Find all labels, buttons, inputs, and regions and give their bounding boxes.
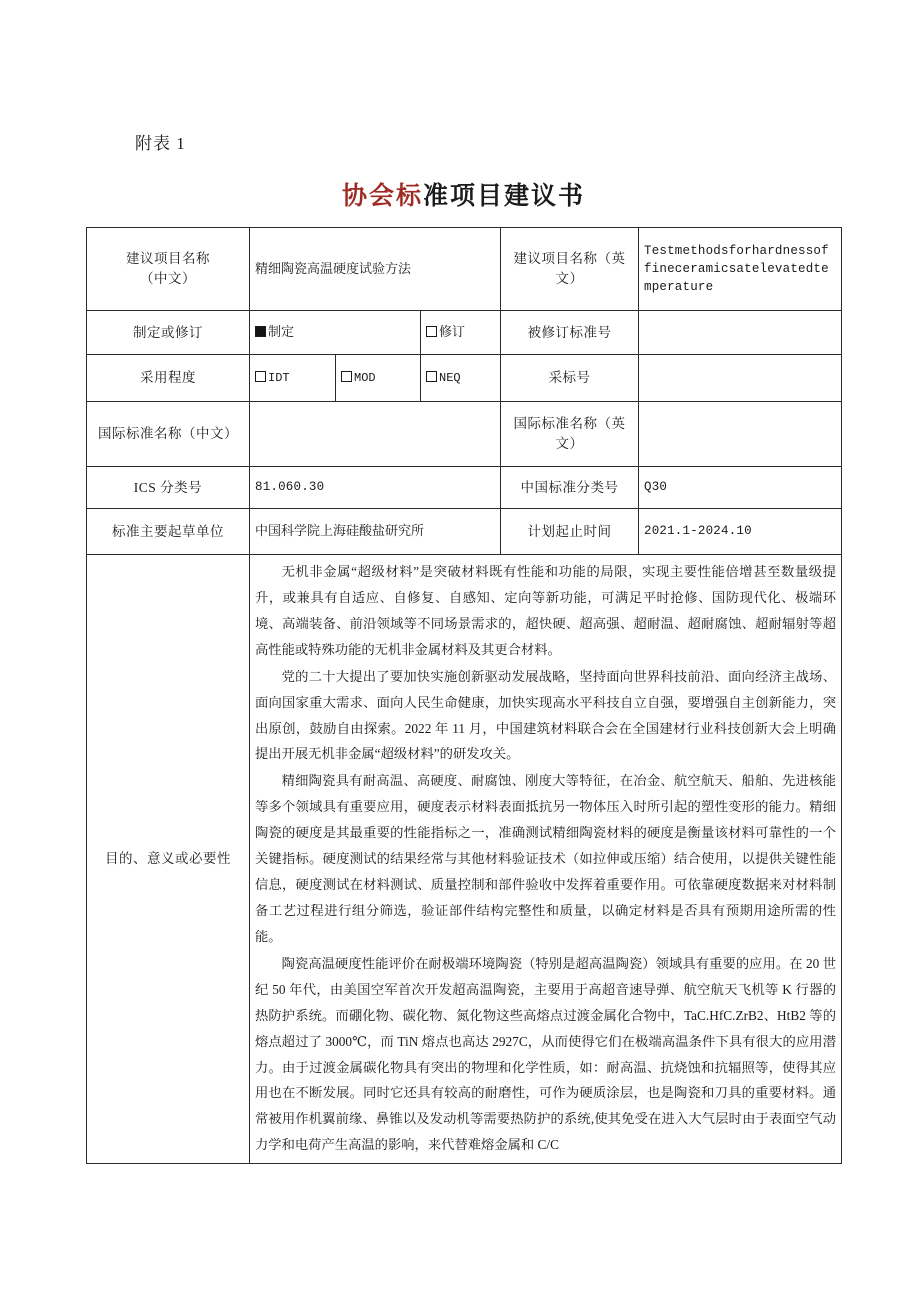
checkbox-formulate-label: 制定 — [268, 324, 295, 340]
page-title-black-part: 准项目建议书 — [423, 183, 586, 210]
checkbox-neq-box[interactable] — [426, 371, 437, 382]
checkbox-revise-box[interactable] — [426, 326, 437, 337]
table-row-drafting-org — [87, 509, 842, 555]
checkbox-idt-box[interactable] — [255, 371, 266, 382]
table-row-classification — [87, 467, 842, 509]
checkbox-revise-label: 修订 — [439, 324, 466, 340]
page-title — [86, 176, 841, 212]
value-drafting-org[interactable]: 中国科学院上海硅酸盐研究所 — [250, 509, 501, 555]
checkbox-revise[interactable] — [421, 311, 501, 355]
value-purpose[interactable] — [250, 555, 842, 1164]
label-purpose: 目的、意义或必要性 — [87, 555, 250, 1164]
label-formulate-or-revise: 制定或修订 — [87, 311, 250, 355]
label-intl-standard-name-cn: 国际标准名称（中文） — [87, 402, 250, 467]
label-drafting-org: 标准主要起草单位 — [87, 509, 250, 555]
label-adopted-standard-no: 采标号 — [501, 355, 639, 402]
value-ccs-code[interactable]: Q30 — [639, 467, 842, 509]
label-project-name-cn — [87, 228, 250, 311]
label-project-name-cn-line2: （中文） — [140, 271, 196, 286]
value-project-name-en[interactable]: Testmethodsforhardnessoffineceramicsatelevatedtemperature — [639, 228, 842, 311]
checkbox-neq[interactable] — [421, 355, 501, 402]
value-project-name-cn[interactable]: 精细陶瓷高温硬度试验方法 — [250, 228, 501, 311]
attachment-label: 附表 1 — [135, 134, 186, 153]
checkbox-idt-label: IDT — [268, 371, 290, 386]
label-schedule: 计划起止时间 — [501, 509, 639, 555]
checkbox-formulate-box[interactable] — [255, 326, 266, 337]
value-revised-standard-no[interactable] — [639, 311, 842, 355]
page-title-red-part: 协会标 — [341, 183, 423, 210]
table-row-intl-standard-name — [87, 402, 842, 467]
checkbox-mod-label: MOD — [354, 371, 376, 386]
label-adoption-degree: 采用程度 — [87, 355, 250, 402]
label-project-name-en: 建议项目名称（英文） — [501, 228, 639, 311]
table-row-adoption-degree — [87, 355, 842, 402]
table-row-purpose — [87, 555, 842, 1164]
value-intl-standard-name-en[interactable] — [639, 402, 842, 467]
purpose-paragraph: 党的二十大提出了要加快实施创新驱动发展战略，坚持面向世界科技前沿、面向经济主战场、面向国家重大需求、面向人民生命健康，加快实现高水平科技自立自强，要增强自主创新能力，突出原创，鼓励自由探索。2022 年 11 月，中国建筑材料联合会在全国建材行业科技创新大会上明确提出开展无机非金属“超级材料”的研发攻关。 — [255, 668, 836, 762]
table-row-project-name — [87, 228, 842, 311]
purpose-paragraph: 无机非金属“超级材料”是突破材料既有性能和功能的局限，实现主要性能倍增甚至数量级提升，或兼具有自适应、自修复、自感知、定向等新功能，可满足平时抢修、国防现代化、极端环境、高端装备、前沿领域等不同场景需求的，超快硬、超高强、超耐温、超耐腐蚀、超耐辐射等超高性能或特殊功能的无机非金属材料及其更合材料。 — [255, 564, 836, 657]
purpose-paragraph: 精细陶瓷具有耐高温、高硬度、耐腐蚀、刚度大等特征，在冶金、航空航天、船舶、先进核能等多个领域具有重要应用，硬度表示材料表面抵抗另一物体压入时所引起的塑性变形的能力。精细陶瓷的硬度是其最重要的性能指标之一，准确测试精细陶瓷材料的硬度是衡量该材料可靠性的一个关键指标。硬度测试的结果经常与其他材料验证技术（如拉伸或压缩）结合使用，以提供关键性能信息，硬度测试在材料测试、质量控制和部件验收中发挥着重要作用。可依靠硬度数据来对材料制备工艺过程进行组分筛选，验证部件结构完整性和质量，以确定材料是否具有预期用途所需的性能。 — [255, 773, 836, 944]
table-row-formulate-or-revise — [87, 311, 842, 355]
value-ics-code[interactable]: 81.060.30 — [250, 467, 501, 509]
value-intl-standard-name-cn[interactable] — [250, 402, 501, 467]
purpose-paragraph: 陶瓷高温硬度性能评价在耐极端环境陶瓷（特别是超高温陶瓷）领域具有重要的应用。在 20 世纪 50 年代，由美国空军首次开发超高温陶瓷，主要用于高超音速导弹、航空航天飞机等 K 行器的热防护系统。而硼化物、碳化物、氮化物这些高熔点过渡金属化合物中，TaC.HfC.ZrB2、HtB2 等的熔点超过了 3000℃，而 TiN 熔点也高达 2927C，从而使得它们在极端高温条件下具有很大的应用潜力。由于过渡金属碳化物具有突出的物埋和化学性质，如：耐高温、抗烧蚀和抗辐照等，使得其应用也在不断发展。同时它还具有较高的耐磨性，可作为硬质涂层，也是陶瓷和刀具的重要材料。通常被用作机翼前缘、鼻锥以及发动机等需要热防护的系统,使其免受在进入大气层时由于表面空气动力学和电荷产生高温的影响，来代替难熔金属和 C/C — [255, 955, 836, 1153]
checkbox-neq-label: NEQ — [439, 371, 461, 386]
value-schedule[interactable]: 2021.1-2024.10 — [639, 509, 842, 555]
label-ccs-code: 中国标准分类号 — [501, 467, 639, 509]
checkbox-idt[interactable] — [250, 355, 336, 402]
checkbox-mod-box[interactable] — [341, 371, 352, 382]
label-ics-code: ICS 分类号 — [87, 467, 250, 509]
checkbox-mod[interactable] — [336, 355, 421, 402]
checkbox-formulate[interactable] — [250, 311, 421, 355]
proposal-table — [86, 227, 842, 1164]
value-adopted-standard-no[interactable] — [639, 355, 842, 402]
label-revised-standard-no: 被修订标准号 — [501, 311, 639, 355]
label-project-name-cn-line1: 建议项目名称 — [126, 251, 210, 267]
label-intl-standard-name-en: 国际标准名称（英文） — [501, 402, 639, 467]
